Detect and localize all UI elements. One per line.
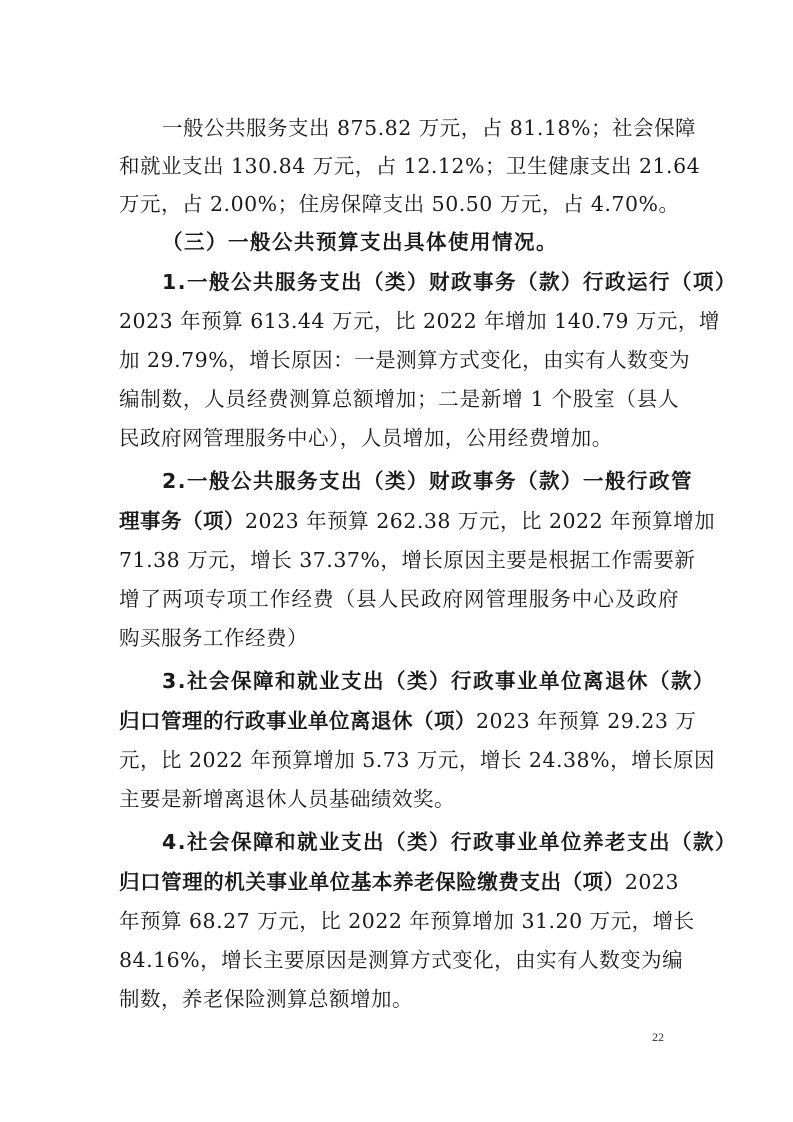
item-body-line: 元，比 2022 年预算增加 5.73 万元，增长 24.38%，增长原因 bbox=[119, 748, 716, 772]
item-body-line: 民政府网管理服务中心），人员增加，公用经费增加。 bbox=[119, 426, 613, 450]
item-title-continued-line bbox=[119, 862, 679, 902]
page-number: 22 bbox=[652, 1030, 664, 1044]
item-title: 理事务（项） bbox=[119, 509, 245, 533]
paragraph-line: 一般公共服务支出 875.82 万元，占 81.18%；社会保障 bbox=[162, 116, 696, 140]
item-body-line: 主要是新增离退休人员基础绩效奖。 bbox=[119, 787, 455, 811]
item-body-line: 71.38 万元，增长 37.37%，增长原因主要是根据工作需要新 bbox=[119, 548, 696, 572]
item-body-line: 2023 年预算 613.44 万元，比 2022 年增加 140.79 万元，增 bbox=[119, 309, 720, 333]
item-body-text: 2023 bbox=[624, 870, 679, 894]
paragraph-line: 和就业支出 130.84 万元，占 12.12%；卫生健康支出 21.64 bbox=[119, 154, 701, 178]
item-body-line: 加 29.79%，增长原因：一是测算方式变化，由实有人数变为 bbox=[119, 348, 691, 372]
item-title-continued-line bbox=[119, 701, 697, 741]
item-body-text: 2023 年预算 29.23 万 bbox=[476, 709, 697, 733]
item-body-text: 2023 年预算 262.38 万元，比 2022 年预算增加 bbox=[245, 509, 716, 533]
item-title: 3.社会保障和就业支出（类）行政事业单位离退休（款） bbox=[162, 669, 716, 693]
item-body-line: 编制数，人员经费测算总额增加；二是新增 1 个股室（县人 bbox=[119, 387, 679, 411]
item-title: 归口管理的行政事业单位离退休（项） bbox=[119, 709, 476, 733]
item-title: 归口管理的机关事业单位基本养老保险缴费支出（项） bbox=[119, 870, 625, 894]
item-title: 2.一般公共服务支出（类）财政事务（款）一般行政管 bbox=[162, 469, 694, 493]
item-body-line: 购买服务工作经费） bbox=[119, 626, 308, 650]
item-body-line: 年预算 68.27 万元，比 2022 年预算增加 31.20 万元，增长 bbox=[119, 909, 695, 933]
item-title: 1.一般公共服务支出（类）财政事务（款）行政运行（项） bbox=[162, 270, 738, 294]
item-title-continued-line bbox=[119, 501, 716, 541]
item-title: 4.社会保障和就业支出（类）行政事业单位养老支出（款） bbox=[162, 830, 738, 854]
item-body-line: 制数，养老保险测算总额增加。 bbox=[119, 987, 413, 1011]
item-body-line: 增了两项专项工作经费（县人民政府网管理服务中心及政府 bbox=[119, 587, 679, 611]
item-body-line: 84.16%，增长主要原因是测算方式变化，由实有人数变为编 bbox=[119, 948, 684, 972]
paragraph-line: 万元，占 2.00%；住房保障支出 50.50 万元，占 4.70%。 bbox=[119, 192, 680, 216]
section-heading: （三）一般公共预算支出具体使用情况。 bbox=[162, 230, 558, 254]
